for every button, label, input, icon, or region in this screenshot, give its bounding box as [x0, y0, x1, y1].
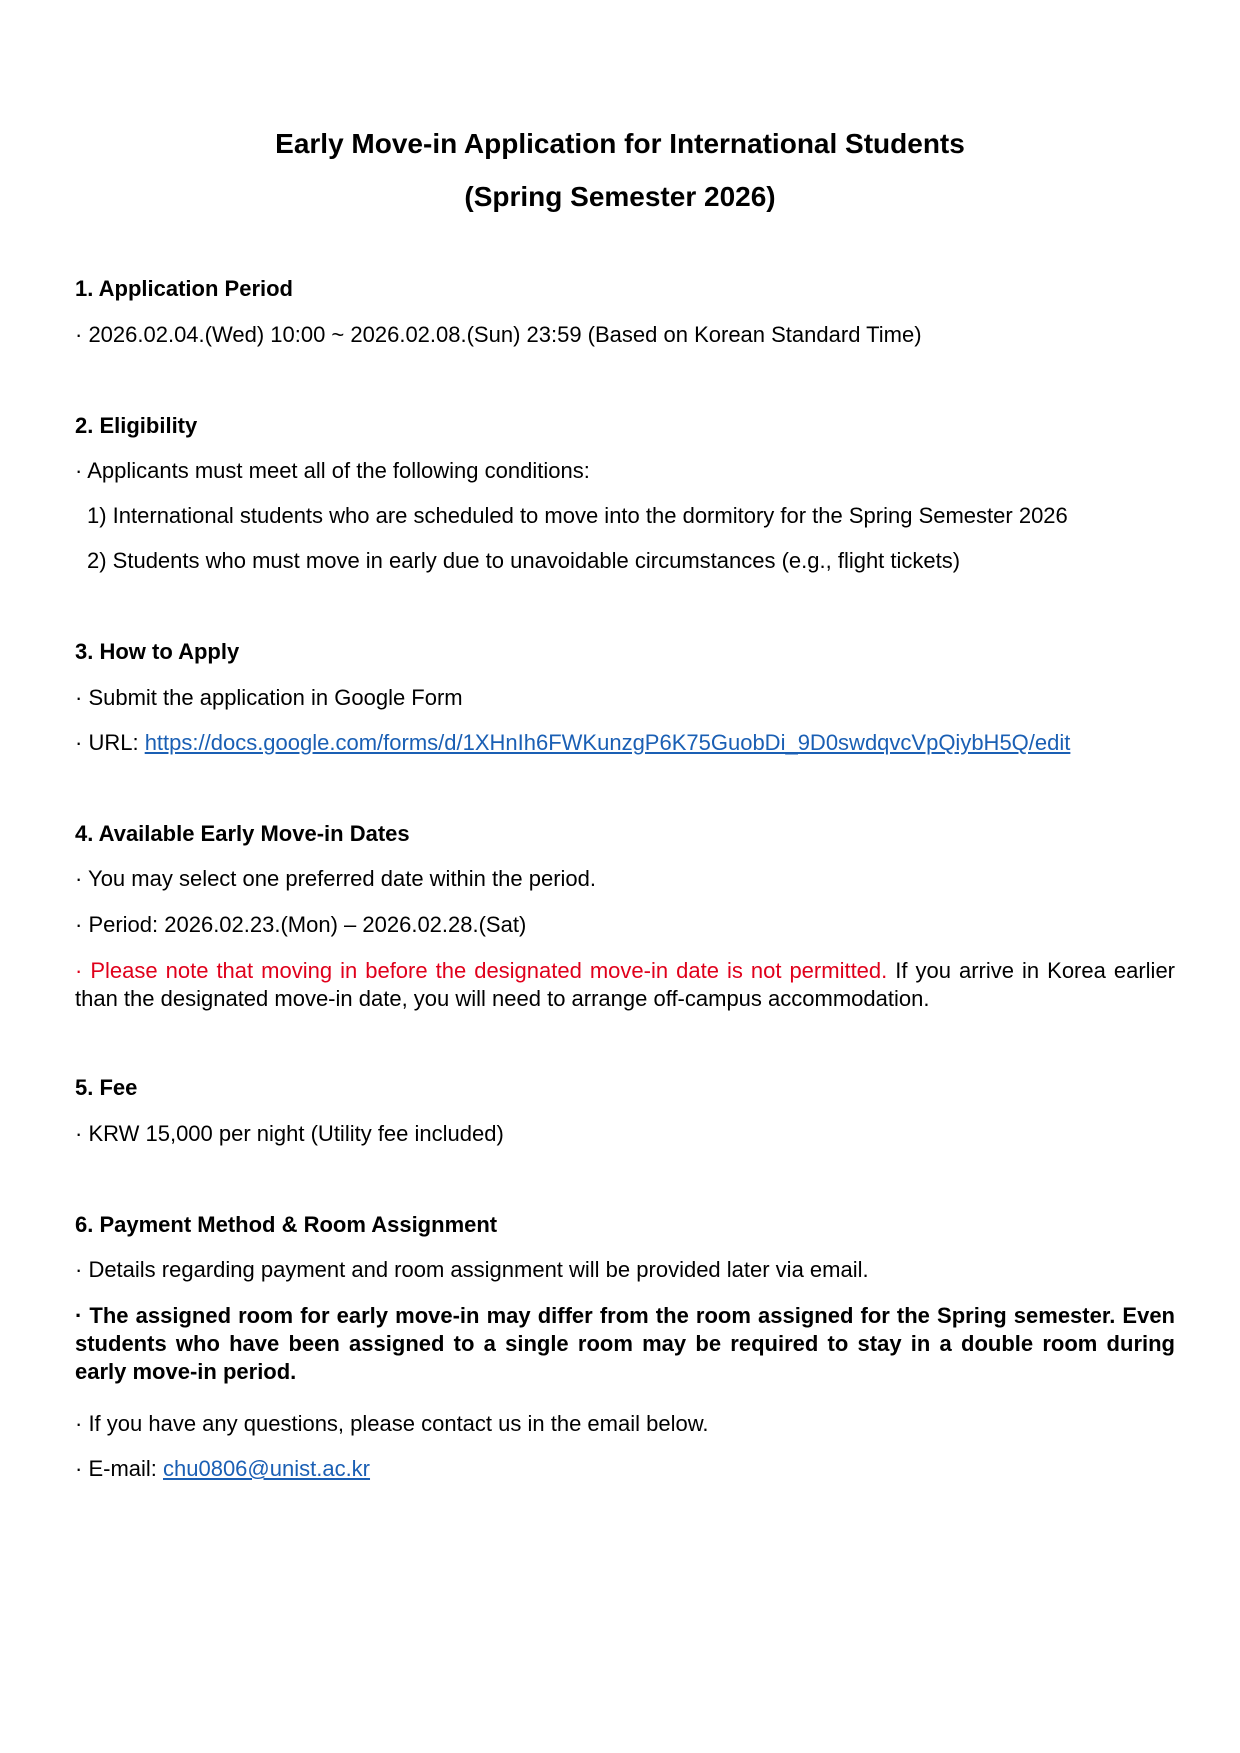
- fee-text: · KRW 15,000 per night (Utility fee included): [75, 1121, 504, 1146]
- email-link[interactable]: chu0806@unist.ac.kr: [163, 1456, 371, 1481]
- heading-application-period: 1. Application Period: [75, 276, 293, 301]
- heading-how-to-apply: 3. How to Apply: [75, 639, 240, 664]
- google-form-link[interactable]: https://docs.google.com/forms/d/1XHnIh6FWKunzgP6K75GuobDi_9D0swdqvcVpQiybH5Q/edit: [144, 730, 1071, 755]
- url-label: · URL:: [75, 730, 145, 755]
- email-label: · E-mail:: [75, 1456, 163, 1481]
- email-line: [75, 1456, 370, 1482]
- apply-url-line: [75, 730, 1070, 756]
- payment-text-1: · Details regarding payment and room assignment will be provided later via email.: [75, 1257, 869, 1282]
- warning-red-text: · Please note that moving in before the designated move-in date is not permitted.: [75, 958, 888, 983]
- apply-text: · Submit the application in Google Form: [75, 685, 463, 710]
- dates-period: · Period: 2026.02.23.(Mon) – 2026.02.28.(Sat): [75, 912, 527, 937]
- room-assignment-note: · The assigned room for early move-in may differ from the room assigned for the Spring semester. Even students who have been assigned to a single room may be required to stay in a double room during early move-in period.: [75, 1303, 1175, 1384]
- eligibility-intro: · Applicants must meet all of the following conditions:: [75, 458, 590, 483]
- move-in-warning: [75, 957, 1175, 1013]
- warning-rest-text: If you arrive in Korea earlier than the designated move-in date, you will need to arrange off-campus accommodation.: [75, 958, 1176, 1011]
- payment-text-2: · If you have any questions, please contact us in the email below.: [75, 1411, 709, 1436]
- eligibility-condition-2: 2) Students who must move in early due to unavoidable circumstances (e.g., flight tickets): [87, 548, 961, 573]
- title-line-2: (Spring Semester 2026): [464, 181, 776, 212]
- application-period-text: · 2026.02.04.(Wed) 10:00 ~ 2026.02.08.(Sun) 23:59 (Based on Korean Standard Time): [75, 322, 922, 347]
- dates-text-1: · You may select one preferred date within the period.: [75, 866, 596, 891]
- eligibility-condition-1: 1) International students who are scheduled to move into the dormitory for the Spring Semester 2026: [87, 503, 1068, 528]
- heading-fee: 5. Fee: [75, 1075, 138, 1100]
- heading-move-in-dates: 4. Available Early Move-in Dates: [75, 821, 410, 846]
- heading-eligibility: 2. Eligibility: [75, 413, 198, 438]
- title-line-1: Early Move-in Application for International Students: [275, 128, 965, 159]
- heading-payment: 6. Payment Method & Room Assignment: [75, 1212, 498, 1237]
